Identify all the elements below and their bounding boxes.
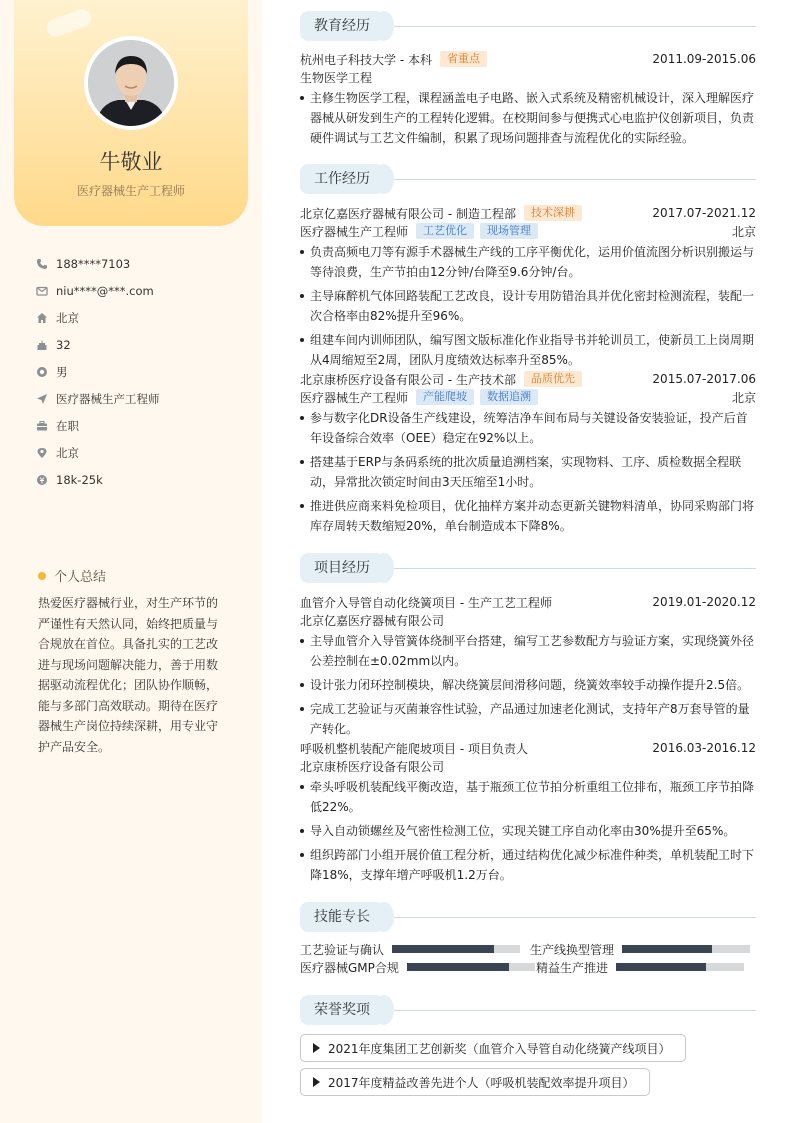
list-item: 主修生物医学工程，课程涵盖电子电路、嵌入式系统及精密机械设计，深入理解医疗器械从研发到生产的工程转化逻辑。在校期间参与便携式心电监护仪创新项目，负责硬件调试与工艺文件编制，积累了现场问题排查与流程优化的实际经验。 [300, 88, 756, 148]
project-period: 2019.01-2020.12 [652, 595, 756, 609]
contact-list [36, 250, 246, 493]
list-item: 牵头呼吸机装配线平衡改造，基于瓶颈工位节拍分析重组工位排布，瓶颈工序节拍降低22%。 [300, 777, 756, 817]
skill-item [530, 941, 750, 958]
list-item: 主导麻醉机气体回路装配工艺改良，设计专用防错治具并优化密封检测流程，装配一次合格率由82%提升至96%。 [300, 286, 756, 326]
decorative-pill [44, 7, 93, 40]
job-2 [300, 370, 756, 536]
project-org: 北京亿嘉医疗器械有限公司 [300, 613, 445, 628]
list-item: 负责高频电刀等有源手术器械生产线的工序平衡优化，运用价值流图分析识别搬运与等待浪费，生产节拍由12分钟/台降至9.6分钟/台。 [300, 242, 756, 282]
person-photo-icon [88, 40, 174, 126]
list-item: 组建车间内训师团队，编写图文版标准化作业指导书并轮训员工，使新员工上岗周期从4周缩短至2周，团队月度绩效达标率升至85%。 [300, 330, 756, 370]
home-icon [36, 312, 48, 324]
job-city: 北京 [731, 390, 756, 405]
section-divider [394, 26, 756, 27]
skill-level-fill [616, 963, 706, 971]
section-header [300, 995, 756, 1025]
job-header [300, 204, 756, 222]
section-divider [394, 179, 756, 180]
skill-tag: 产能爬坡 [416, 389, 474, 405]
contact-email: niu****@***.com [36, 277, 246, 304]
list-item: 设计张力闭环控制模块，解决绕簧层间滑移问题，绕簧效率较手动操作提升2.5倍。 [300, 675, 756, 695]
section-title: 项目经历 [300, 553, 384, 583]
project-org: 北京康桥医疗设备有限公司 [300, 759, 445, 774]
contact-home: 北京 [36, 304, 246, 331]
send-icon [36, 393, 48, 405]
skill-item [536, 959, 744, 976]
project-bullets [300, 777, 756, 885]
section-divider [394, 917, 756, 918]
project-org-row [300, 757, 756, 775]
skill-level-bar [407, 963, 535, 971]
sidebar [0, 0, 262, 1123]
summary-text: 热爱医疗器械行业，对生产环节的严谨性有天然认同，始终把质量与合规放在首位。具备扎实的工艺改进与现场问题解决能力，善于用数据驱动流程优化；团队协作顺畅，能与多部门高效联动。期待在医疗器械生产岗位持续深耕，用专业守护产品安全。 [38, 596, 219, 754]
list-item: 导入自动锁螺丝及气密性检测工位，实现关键工序自动化率由30%提升至65%。 [300, 821, 756, 841]
list-item: 完成工艺验证与灭菌兼容性试验，产品通过加速老化测试，支持年产8万套导管的量产转化。 [300, 699, 756, 739]
skill-level-fill [392, 945, 494, 953]
list-item: 搭建基于ERP与条码系统的批次质量追溯档案，实现物料、工序、质检数据全程联动，异常批次锁定时间由3天压缩至1小时。 [300, 452, 756, 492]
phone-icon [36, 258, 48, 270]
list-item: 组织跨部门小组开展价值工程分析，通过结构优化减少标准件种类，单机装配工时下降18%，支撑年增产呼吸机1.2万台。 [300, 845, 756, 885]
awards-list [300, 1026, 756, 1096]
school-tag: 省重点 [440, 51, 487, 67]
skill-level-fill [407, 963, 509, 971]
education-section [300, 11, 756, 152]
job-position: 医疗器械生产工程师 [300, 224, 409, 239]
skill-tag: 数据追溯 [480, 389, 538, 405]
education-row [300, 50, 756, 68]
section-header [300, 164, 756, 194]
award-item: 2017年度精益改善先进个人（呼吸机装配效率提升项目） [300, 1068, 650, 1096]
skill-name: 工艺验证与确认 [300, 942, 385, 957]
skill-row [300, 958, 756, 976]
award-item: 2021年度集团工艺创新奖（血管介入导管自动化绕簧产线项目） [300, 1034, 686, 1062]
work-section [300, 164, 756, 540]
job-1 [300, 204, 756, 370]
job-header [300, 370, 756, 388]
money-icon [36, 474, 48, 486]
section-title: 技能专长 [300, 902, 384, 932]
education-bullets [300, 88, 756, 148]
avatar-frame [84, 36, 178, 130]
awards-section [300, 995, 756, 1096]
skill-row [300, 940, 756, 958]
project-2 [300, 739, 756, 885]
triangle-bullet-icon [313, 1077, 320, 1087]
project-org-row [300, 611, 756, 629]
major: 生物医学工程 [300, 70, 373, 85]
job-subheader [300, 222, 756, 240]
company-name: 北京亿嘉医疗器械有限公司 - 制造工程部 [300, 206, 516, 221]
skills-grid [300, 940, 756, 976]
section-divider [394, 568, 756, 569]
candidate-role: 医疗器械生产工程师 [76, 184, 185, 198]
skill-item [300, 941, 530, 958]
contact-salary: 18k-25k [36, 466, 246, 493]
project-header [300, 739, 756, 757]
list-item: 主导血管介入导管簧体绕制平台搭建，编写工艺参数配方与验证方案，实现绕簧外径公差控制在±0.02mm以内。 [300, 631, 756, 671]
list-item: 推进供应商来料免检项目，优化抽样方案并动态更新关键物料清单，协同采购部门将库存周转天数缩短20%，单台制造成本下降8%。 [300, 496, 756, 536]
skill-item [300, 959, 536, 976]
education-period: 2011.09-2015.06 [652, 52, 756, 66]
bullet-dot-icon [38, 572, 46, 580]
contact-location: 北京 [36, 439, 246, 466]
project-name: 血管介入导管自动化绕簧项目 - 生产工艺工程师 [300, 595, 552, 610]
contact-phone: 188****7103 [36, 250, 246, 277]
project-name: 呼吸机整机装配产能爬坡项目 - 项目负责人 [300, 741, 528, 756]
job-city: 北京 [731, 224, 756, 239]
job-tag: 品质优先 [524, 371, 582, 387]
skill-level-bar [616, 963, 744, 971]
section-title: 教育经历 [300, 11, 384, 41]
summary-heading: 个人总结 [38, 566, 106, 585]
contact-status: 在职 [36, 412, 246, 439]
gender-icon [36, 366, 48, 378]
skill-name: 生产线换型管理 [530, 942, 615, 957]
triangle-bullet-icon [313, 1043, 320, 1053]
section-title: 荣誉奖项 [300, 995, 384, 1025]
section-header [300, 11, 756, 41]
job-bullets [300, 242, 756, 370]
cake-icon [36, 339, 48, 351]
project-1 [300, 593, 756, 739]
projects-section [300, 553, 756, 889]
section-title: 工作经历 [300, 164, 384, 194]
briefcase-icon [36, 420, 48, 432]
mail-icon [36, 285, 48, 297]
contact-gender: 男 [36, 358, 246, 385]
job-position: 医疗器械生产工程师 [300, 390, 409, 405]
contact-age: 32 [36, 331, 246, 358]
school-name: 杭州电子科技大学 - 本科 [300, 52, 432, 67]
project-header [300, 593, 756, 611]
job-tag: 技术深耕 [524, 205, 582, 221]
list-item: 参与数字化DR设备生产线建设，统筹洁净车间布局与关键设备安装验证，投产后首年设备综合效率（OEE）稳定在92%以上。 [300, 408, 756, 448]
candidate-name: 牛敬业 [99, 150, 163, 174]
skill-tag: 现场管理 [480, 223, 538, 239]
job-subheader [300, 388, 756, 406]
skills-section [300, 902, 756, 976]
project-bullets [300, 631, 756, 739]
skill-level-bar [622, 945, 750, 953]
project-period: 2016.03-2016.12 [652, 741, 756, 755]
section-divider [394, 1010, 756, 1011]
skill-name: 精益生产推进 [536, 960, 609, 975]
section-header [300, 553, 756, 583]
company-name: 北京康桥医疗设备有限公司 - 生产技术部 [300, 372, 516, 387]
job-period: 2017.07-2021.12 [652, 206, 756, 220]
skill-level-fill [622, 945, 712, 953]
location-icon [36, 447, 48, 459]
major-row [300, 68, 756, 86]
skill-tag: 工艺优化 [416, 223, 474, 239]
job-period: 2015.07-2017.06 [652, 372, 756, 386]
skill-name: 医疗器械GMP合规 [300, 960, 399, 975]
contact-target-role: 医疗器械生产工程师 [36, 385, 246, 412]
avatar [88, 40, 174, 126]
skill-level-bar [392, 945, 520, 953]
job-bullets [300, 408, 756, 536]
section-header [300, 902, 756, 932]
